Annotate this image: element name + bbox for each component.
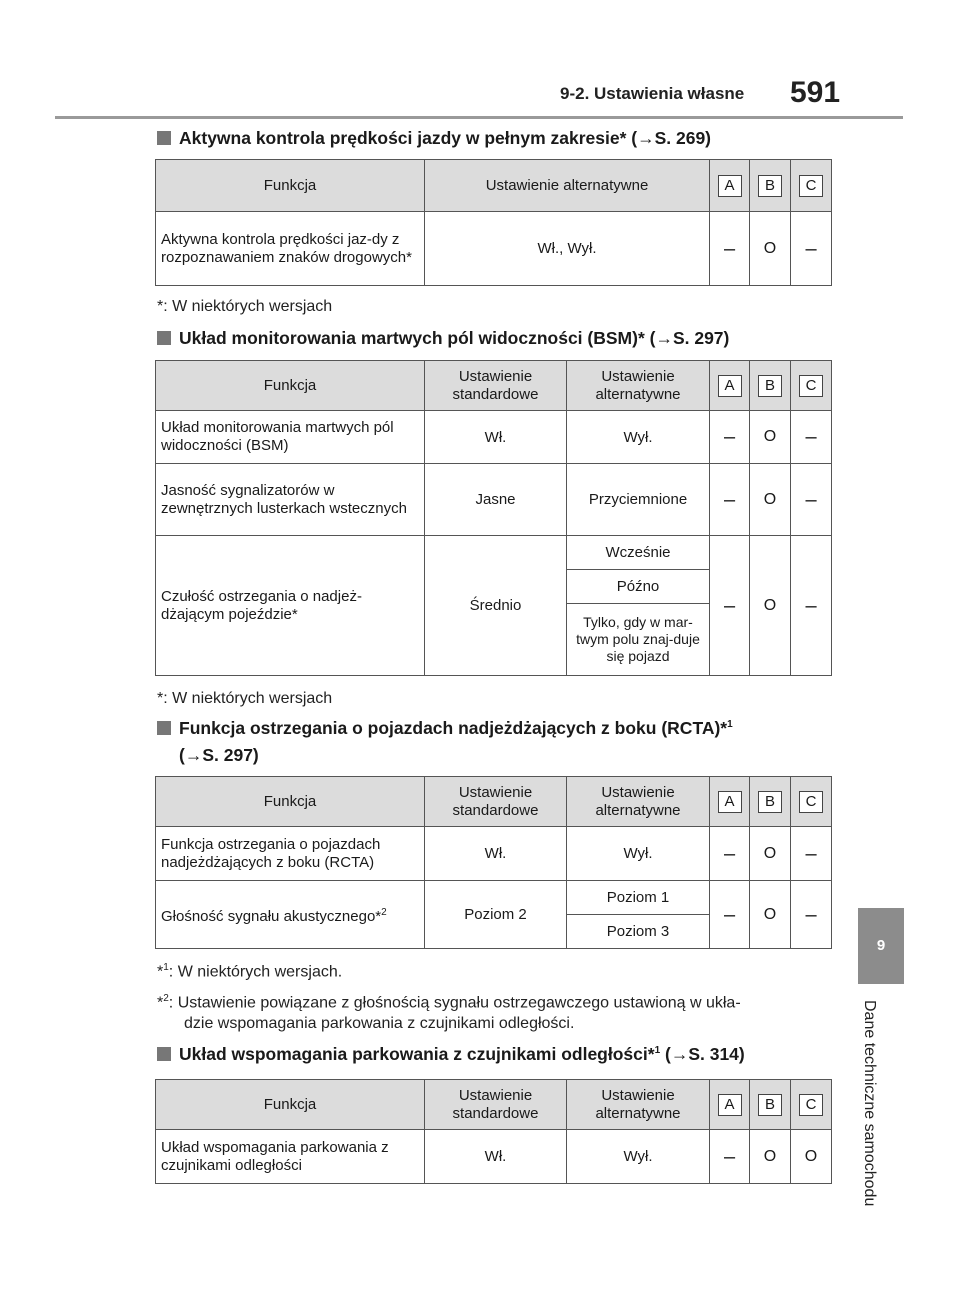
section-heading-rcta-ref: (→S. 297) bbox=[179, 745, 259, 765]
section-heading-rcta: Funkcja ostrzegania o pojazdach nadjeżdżających z boku (RCTA)*$^1$ bbox=[157, 718, 733, 739]
col-header-function: Funkcja bbox=[156, 1080, 425, 1130]
col-header-b: B bbox=[758, 791, 782, 813]
table-row: Poziom 3 bbox=[156, 915, 832, 949]
col-header-b: B bbox=[758, 1094, 782, 1116]
footnote: *: W niektórych wersjach bbox=[157, 690, 333, 707]
footnote-2: *$^2$: Ustawienie powiązane z głośnością sygnału ostrzegawczego ustawioną w ukła- bbox=[157, 993, 741, 1012]
square-bullet-icon bbox=[157, 331, 171, 345]
header-divider bbox=[55, 116, 903, 119]
table-acc bbox=[155, 159, 832, 286]
col-header-c: C bbox=[799, 175, 823, 197]
section-title: 9-2. Ustawienia własne bbox=[560, 84, 745, 103]
col-header-standard: Ustawienie standardowe bbox=[425, 1080, 567, 1130]
col-header-alternative: Ustawienie alternatywne bbox=[567, 777, 710, 827]
col-header-a: A bbox=[718, 791, 742, 813]
table-bsm bbox=[155, 360, 832, 676]
col-header-standard: Ustawienie standardowe bbox=[425, 361, 567, 411]
table-row: Czułość ostrzegania o nadjeż-dżającym pojeździe* Średnio Wcześnie – O – bbox=[156, 536, 832, 570]
col-header-alternative: Ustawienie alternatywne bbox=[425, 160, 710, 212]
col-header-b: B bbox=[758, 375, 782, 397]
col-header-function: Funkcja bbox=[156, 160, 425, 212]
table-rcta bbox=[155, 776, 832, 949]
col-header-alternative: Ustawienie alternatywne bbox=[567, 1080, 710, 1130]
table-row: Funkcja ostrzegania o pojazdach nadjeżdżających z boku (RCTA) Wł. Wył. – O – bbox=[156, 827, 832, 881]
footnote-2-cont: dzie wspomagania parkowania z czujnikami odległości. bbox=[184, 1015, 575, 1032]
col-header-standard: Ustawienie standardowe bbox=[425, 777, 567, 827]
col-header-c: C bbox=[799, 375, 823, 397]
table-row: Układ monitorowania martwych pól widoczności (BSM) Wł. Wył. – O – bbox=[156, 411, 832, 464]
footnote-1: *$^1$: W niektórych wersjach. bbox=[157, 962, 343, 981]
table-row: Tylko, gdy w mar-twym polu znaj-duje się pojazd bbox=[156, 604, 832, 676]
page-number: 591 bbox=[790, 76, 841, 109]
square-bullet-icon bbox=[157, 721, 171, 735]
col-header-c: C bbox=[799, 1094, 823, 1116]
table-row: Układ wspomagania parkowania z czujnikami odległości Wł. Wył. – O O bbox=[156, 1130, 832, 1184]
section-heading-acc: Aktywna kontrola prędkości jazdy w pełnym zakresie* (→S. 269) bbox=[157, 128, 711, 149]
chapter-label: Dane techniczne samochodu bbox=[861, 1000, 878, 1207]
col-header-c: C bbox=[799, 791, 823, 813]
col-header-a: A bbox=[718, 175, 742, 197]
section-heading-bsm: Układ monitorowania martwych pól widoczności (BSM)* (→S. 297) bbox=[157, 328, 729, 349]
chapter-tab[interactable]: 9 bbox=[858, 908, 904, 984]
col-header-function: Funkcja bbox=[156, 361, 425, 411]
table-row: Głośność sygnału akustycznego*$^2$ Poziom 2 Poziom 1 – O – bbox=[156, 881, 832, 915]
section-heading-parking: Układ wspomagania parkowania z czujnikami odległości*$^1$ (→S. 314) bbox=[157, 1044, 745, 1065]
square-bullet-icon bbox=[157, 1047, 171, 1061]
table-row: Aktywna kontrola prędkości jaz-dy z rozpoznawaniem znaków drogowych* Wł., Wył. – O – bbox=[156, 212, 832, 286]
col-header-a: A bbox=[718, 375, 742, 397]
table-parking bbox=[155, 1079, 832, 1184]
col-header-function: Funkcja bbox=[156, 777, 425, 827]
col-header-alternative: Ustawienie alternatywne bbox=[567, 361, 710, 411]
table-row: Jasność sygnalizatorów w zewnętrznych lusterkach wstecznych Jasne Przyciemnione – O – bbox=[156, 464, 832, 536]
col-header-b: B bbox=[758, 175, 782, 197]
footnote: *: W niektórych wersjach bbox=[157, 298, 333, 315]
square-bullet-icon bbox=[157, 131, 171, 145]
col-header-a: A bbox=[718, 1094, 742, 1116]
table-row: Późno bbox=[156, 570, 832, 604]
